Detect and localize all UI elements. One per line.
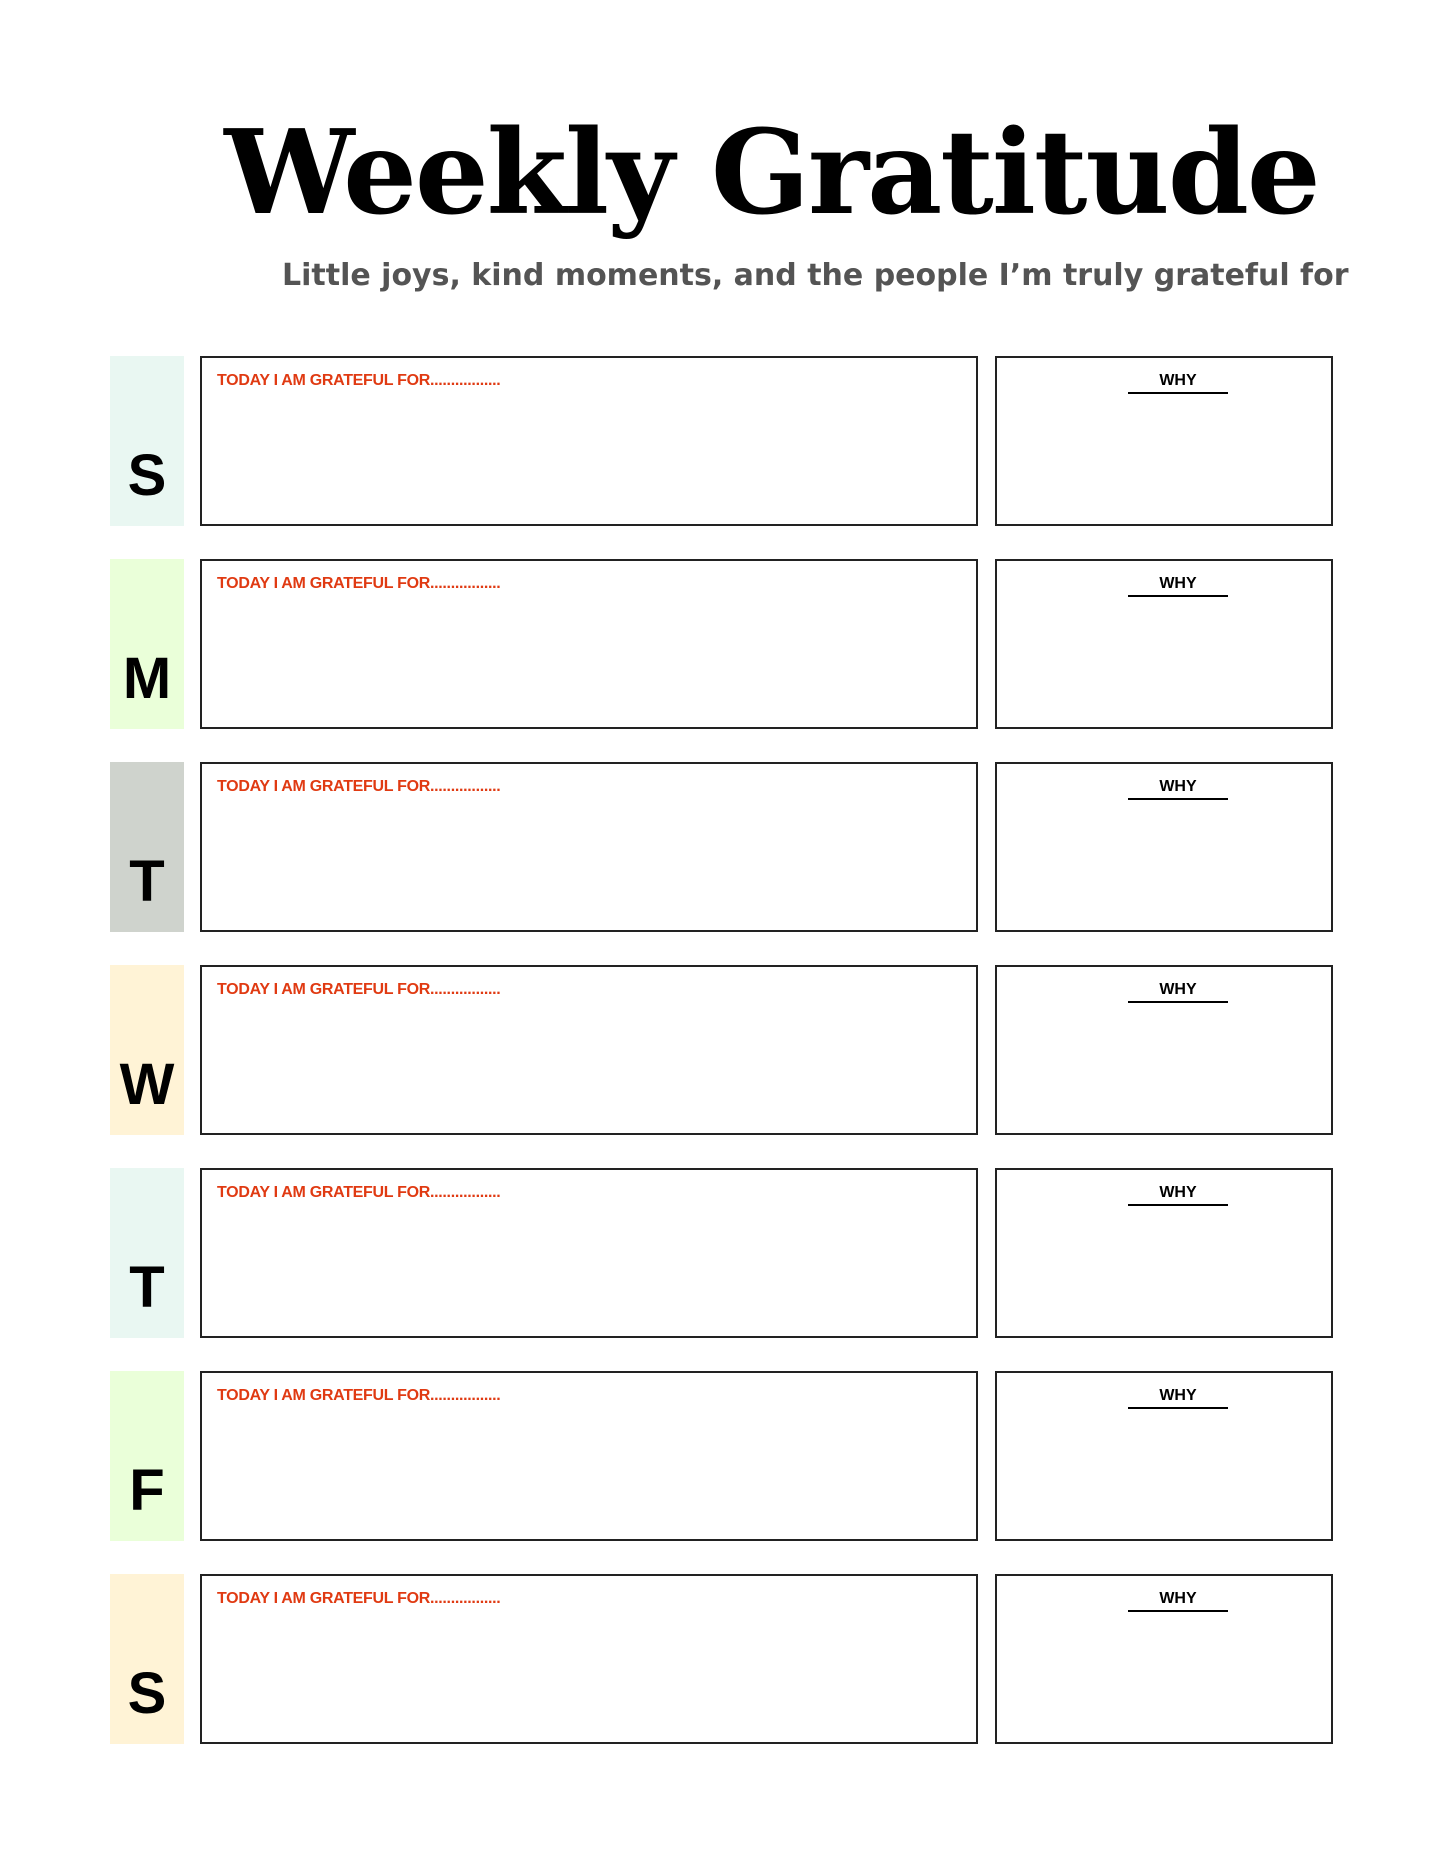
grateful-entry-box[interactable] [200,1168,978,1338]
day-row [0,1371,1445,1541]
why-label: WHY [1128,1590,1228,1612]
day-row [0,356,1445,526]
why-entry-box[interactable] [995,1371,1333,1541]
why-entry-box[interactable] [995,762,1333,932]
why-label: WHY [1128,372,1228,394]
grateful-prompt-label: TODAY I AM GRATEFUL FOR................. [217,981,501,998]
day-bar [110,1168,184,1338]
grateful-prompt-label: TODAY I AM GRATEFUL FOR................. [217,372,501,389]
day-row [0,559,1445,729]
why-entry-box[interactable] [995,965,1333,1135]
day-row [0,762,1445,932]
day-bar [110,1371,184,1541]
grateful-prompt-label: TODAY I AM GRATEFUL FOR................. [217,1387,501,1404]
day-bar [110,965,184,1135]
why-entry-box[interactable] [995,1574,1333,1744]
grateful-prompt-label: TODAY I AM GRATEFUL FOR................. [217,575,501,592]
day-bar [110,356,184,526]
day-letter: T [129,849,165,914]
day-letter: F [129,1458,165,1523]
day-letter: M [122,646,172,711]
why-label: WHY [1128,778,1228,800]
day-row [0,1168,1445,1338]
page-title: Weekly Gratitude [224,105,1319,241]
page-subtitle: Little joys, kind moments, and the people I’m truly grateful for [282,258,1349,293]
day-bar [110,1574,184,1744]
day-letter: T [129,1255,165,1320]
why-label: WHY [1128,981,1228,1003]
why-label: WHY [1128,1184,1228,1206]
grateful-entry-box[interactable] [200,1371,978,1541]
day-bar [110,762,184,932]
day-bar [110,559,184,729]
grateful-entry-box[interactable] [200,559,978,729]
why-entry-box[interactable] [995,356,1333,526]
grateful-entry-box[interactable] [200,356,978,526]
day-row [0,1574,1445,1744]
day-letter: S [127,1661,167,1726]
grateful-entry-box[interactable] [200,1574,978,1744]
grateful-prompt-label: TODAY I AM GRATEFUL FOR................. [217,778,501,795]
why-label: WHY [1128,1387,1228,1409]
day-row [0,965,1445,1135]
grateful-entry-box[interactable] [200,965,978,1135]
why-label: WHY [1128,575,1228,597]
why-entry-box[interactable] [995,559,1333,729]
why-entry-box[interactable] [995,1168,1333,1338]
grateful-entry-box[interactable] [200,762,978,932]
day-letter: S [127,443,167,508]
day-letter: W [119,1052,175,1117]
grateful-prompt-label: TODAY I AM GRATEFUL FOR................. [217,1184,501,1201]
grateful-prompt-label: TODAY I AM GRATEFUL FOR................. [217,1590,501,1607]
